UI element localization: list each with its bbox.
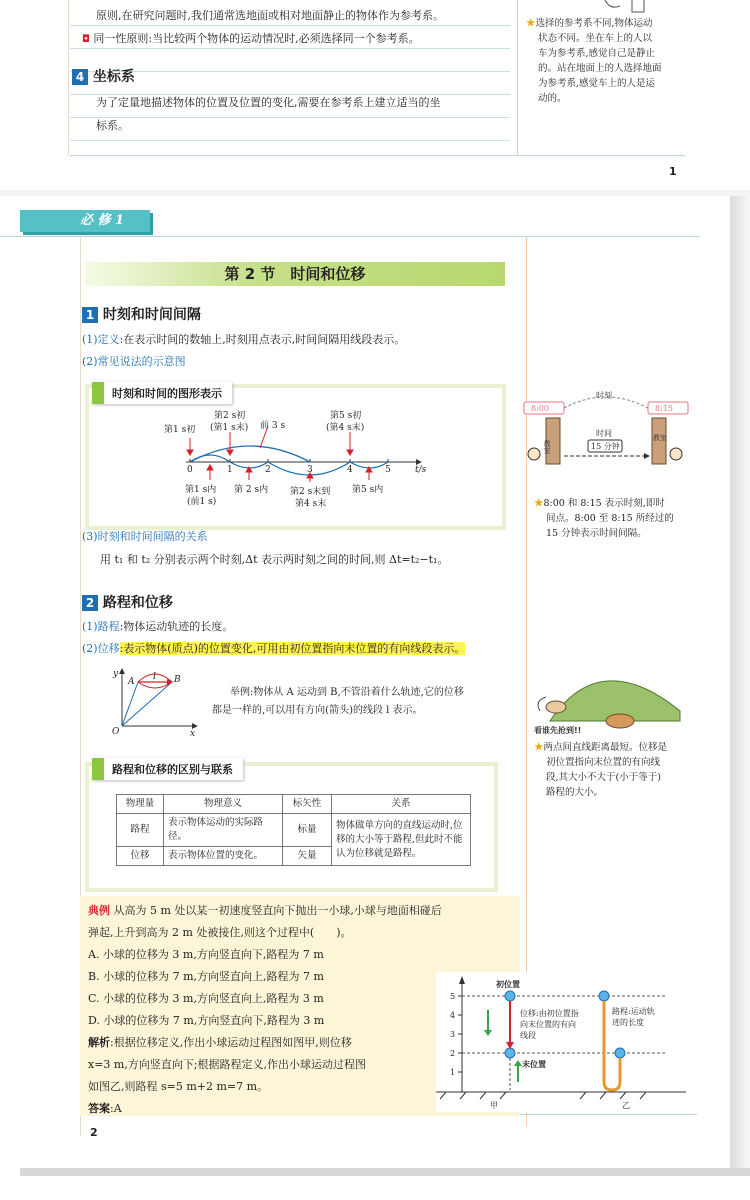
page-title: 第 2 节 时间和位移	[224, 265, 366, 283]
tick-label: 4	[347, 465, 353, 475]
paragraph-line: 原则,在研究问题时,我们通常选地面或相对地面静止的物体作为参考系。	[96, 9, 444, 22]
timeline-diagram	[150, 408, 440, 518]
tick-label: 3	[307, 465, 313, 475]
svg-text:第5 s内: 第5 s内	[352, 485, 384, 495]
svg-text:15 分钟: 15 分钟	[591, 442, 620, 451]
svg-text:y: y	[113, 669, 119, 679]
example-line-2: 都是一样的,可以用有方向(箭头)的线段 l 表示。	[212, 705, 423, 716]
svg-text:第1 s初: 第1 s初	[164, 425, 196, 435]
displacement-diagram	[110, 666, 200, 736]
label-initial-position: 初位置	[496, 979, 520, 989]
section-title: 路程和位移	[102, 595, 173, 611]
same-principle-text: 同一性原则:当比较两个物体的运动情况时,必须选择同一个参考系。	[93, 32, 420, 45]
svg-text:线段: 线段	[520, 1031, 536, 1040]
side-note-displacement: ★两点间直线距离最短。位移是 初位置指向末位置的有向线 段,其大小不大于(小于等于) 路程的大小。	[534, 742, 668, 798]
svg-text:1: 1	[450, 1068, 456, 1077]
page-shadow-right	[730, 196, 750, 1176]
section-title-bar	[85, 262, 505, 286]
clock-right: 8:15	[655, 404, 673, 413]
table-header-row: 物理量 物理意义 标矢性 关系	[117, 795, 471, 814]
cartoon-dogs	[530, 651, 690, 736]
table-row: 路程 表示物体运动的实际路径。 标量 物体做单方向的直线运动时,位移的大小等于路程,但此时不能认为位移就是路程。	[117, 814, 471, 847]
solution-1: 解析:根据位移定义,作出小球运动过程图如图甲,则位移	[88, 1036, 352, 1049]
svg-text:第2 s初: 第2 s初	[214, 411, 246, 421]
label-yi: 乙	[622, 1101, 630, 1110]
diagram-caption: (2)常见说法的示意图	[82, 355, 186, 368]
svg-text:(第4 s末): (第4 s末)	[326, 423, 365, 433]
comparison-table	[116, 794, 471, 866]
svg-text:路程:运动轨: 路程:运动轨	[612, 1007, 655, 1016]
page-bottom-margin	[0, 1176, 750, 1200]
cartoon-fragment	[600, 0, 650, 14]
svg-text:B: B	[174, 675, 181, 685]
star-icon: ★	[534, 742, 544, 753]
page-number: 2	[90, 1126, 98, 1139]
page-shadow-bottom	[20, 1168, 750, 1176]
section-1-heading	[82, 304, 201, 324]
section-2-heading	[82, 592, 173, 612]
clock-left: 8:00	[531, 404, 549, 413]
comparison-box-title: 路程和位移的区别与联系	[92, 758, 243, 780]
cartoon-classroom	[520, 388, 690, 478]
banner-label: 必 修 1	[80, 213, 125, 228]
page-number: 1	[669, 165, 677, 178]
timeline-box-title: 时刻和时间的图形表示	[92, 382, 232, 404]
svg-text:x: x	[190, 729, 196, 736]
label-final-position: 末位置	[522, 1059, 546, 1069]
same-principle-line	[82, 28, 420, 51]
sec4-text-2: 标系。	[96, 119, 129, 132]
svg-text:迹的长度: 迹的长度	[612, 1018, 644, 1027]
side-note-reference: ★选择的参考系不同,物体运动 状态不同。坐在车上的人以 车为参考系,感觉自己是静止 的。站在地面上的人选择地面 为参考系,感觉车上的人是运 动的。	[526, 18, 662, 104]
svg-text:O: O	[112, 727, 120, 736]
label-duration: 时间	[596, 429, 612, 438]
relation-text: 用 t₁ 和 t₂ 分别表示两个时刻,Δt 表示两时刻之间的时间,则 Δt=t₂−t₁。	[100, 553, 449, 566]
svg-text:第1 s内: 第1 s内	[185, 485, 217, 495]
svg-text:位移:由初位置指: 位移:由初位置指	[520, 1009, 579, 1018]
svg-text:(前1 s): (前1 s)	[187, 497, 217, 507]
svg-text:第2 s末到: 第2 s末到	[290, 487, 331, 497]
solution-3: 如图乙,则路程 s=5 m+2 m=7 m。	[88, 1080, 269, 1093]
svg-text:第4 s末: 第4 s末	[295, 499, 327, 509]
svg-text:第5 s初: 第5 s初	[330, 411, 362, 421]
svg-text:l: l	[153, 672, 156, 682]
svg-text:3: 3	[450, 1030, 456, 1039]
ball-motion-figure	[436, 972, 698, 1112]
option-a: A. 小球的位移为 3 m,方向竖直向下,路程为 7 m	[88, 948, 324, 961]
section-number-badge: 2	[82, 595, 98, 611]
example-question-2: 弹起,上升到高为 2 m 处被接住,则这个过程中( )。	[88, 926, 352, 939]
side-note-time: ★8:00 和 8:15 表示时刻,即时 间点。8:00 至 8:15 所经过的 15 分钟表示时间间隔。	[534, 498, 674, 539]
solution-2: x=3 m,方向竖直向下;根据路程定义,作出小球运动过程图	[88, 1058, 367, 1071]
svg-text:向末位置的有向: 向末位置的有向	[520, 1020, 576, 1029]
sec4-text-1: 为了定量地描述物体的位置及位置的变化,需要在参考系上建立适当的坐	[96, 96, 441, 109]
answer: 答案:A	[88, 1102, 122, 1115]
svg-text:前 3 s: 前 3 s	[260, 421, 286, 431]
svg-text:5: 5	[450, 992, 456, 1001]
section-number-badge: 1	[82, 307, 98, 323]
section-number-badge: 4	[72, 69, 88, 85]
star-icon: ★	[526, 18, 536, 29]
svg-text:A: A	[128, 677, 135, 687]
section-title: 坐标系	[92, 69, 135, 85]
section-4-heading	[72, 66, 135, 86]
option-d: D. 小球的位移为 7 m,方向竖直向下,路程为 3 m	[88, 1014, 325, 1027]
example-question-1: 典例 从高为 5 m 处以某一初速度竖直向下抛出一小球,小球与地面相碰后	[88, 904, 442, 917]
displacement-definition: (2)位移:表示物体(质点)的位置变化,可用由初位置指向末位置的有向线段表示。	[82, 642, 466, 655]
chapter-banner	[20, 210, 150, 232]
label-jia: 甲	[490, 1101, 498, 1110]
option-c: C. 小球的位移为 3 m,方向竖直向上,路程为 3 m	[88, 992, 324, 1005]
svg-text:第 2 s内: 第 2 s内	[234, 485, 269, 495]
star-icon: ★	[534, 498, 544, 509]
relation-cell: 物体做单方向的直线运动时,位移的大小等于路程,但此时不能认为位移就是路程。	[332, 814, 471, 866]
svg-text:(第1 s末): (第1 s末)	[210, 423, 249, 433]
svg-text:4: 4	[450, 1011, 456, 1020]
svg-text:教室: 教室	[653, 434, 667, 442]
label-time-point: 时刻	[596, 391, 612, 400]
svg-text:2: 2	[450, 1049, 456, 1058]
page-1	[0, 0, 750, 190]
table-row: 位移 表示物体位置的变化。 矢量	[117, 847, 471, 866]
option-b: B. 小球的位移为 7 m,方向竖直向上,路程为 7 m	[88, 970, 324, 983]
cartoon-caption: 看谁先抢到!!	[534, 726, 582, 735]
definition-line: (1)定义:在表示时间的数轴上,时刻用点表示,时间间隔用线段表示。	[82, 333, 406, 346]
axis-unit: t/s	[415, 465, 427, 475]
example-line-1: 举例:物体从 A 运动到 B,不管沿着什么轨迹,它的位移	[230, 687, 464, 698]
tick-label: 2	[265, 465, 271, 475]
relation-caption: (3)时刻和时间间隔的关系	[82, 530, 208, 543]
page-2	[0, 196, 730, 1170]
section-title: 时刻和时间间隔	[102, 307, 201, 323]
tick-label: 1	[227, 465, 233, 475]
bullet-icon: ◘	[82, 34, 90, 45]
svg-text:教室: 教室	[543, 440, 551, 454]
route-definition: (1)路程:物体运动轨迹的长度。	[82, 620, 234, 633]
tick-label: 5	[385, 465, 391, 475]
tick-label: 0	[187, 465, 193, 475]
